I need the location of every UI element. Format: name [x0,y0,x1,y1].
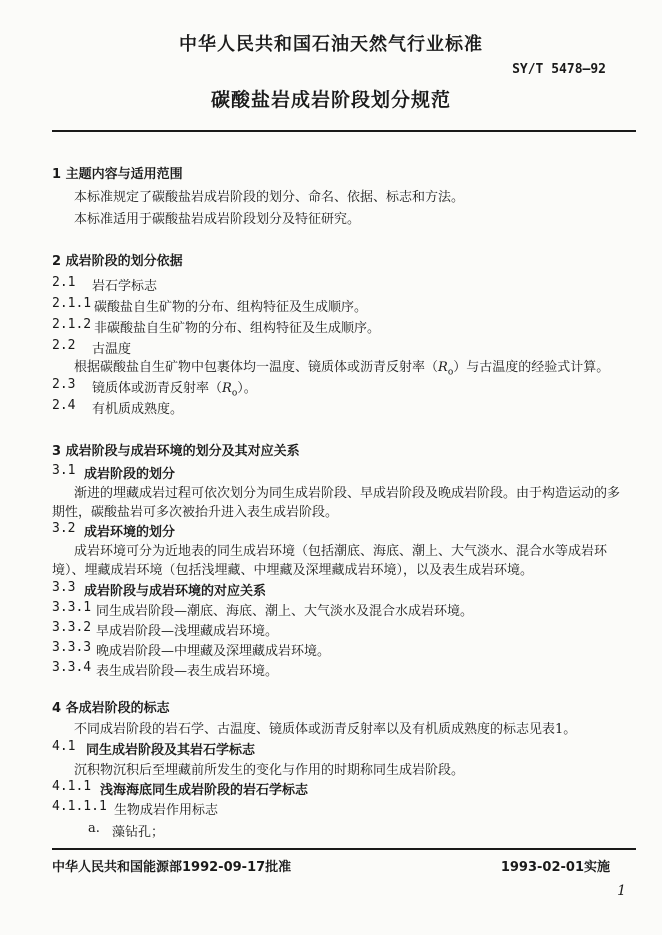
clause-4-1-1-1-number: 4.1.1.1 [52,799,107,814]
clause-4-1-1-1-text: 生物成岩作用标志 [114,803,219,818]
clause-2-1-2-number: 2.1.2 [52,317,92,332]
standard-organization-heading: 中华人民共和国石油天然气行业标准 [179,34,483,55]
document-title: 碳酸盐岩成岩阶段划分规范 [210,89,451,111]
clause-3-2-heading: 成岩环境的划分 [84,525,176,540]
clause-4-1-heading: 同生成岩阶段及其岩石学标志 [86,743,256,758]
clause-3-3-3-text: 晚成岩阶段—中埋藏及深埋藏成岩环境。 [96,644,331,659]
clause-4-1-1-number: 4.1.1 [52,779,92,794]
clause-2-1-2-text: 非碳酸盐自生矿物的分布、组构特征及生成顺序。 [94,321,381,336]
section-4-paragraph: 不同成岩阶段的岩石学、古温度、镜质体或沥青反射率以及有机质成熟度的标志见表1。 [74,722,577,737]
clause-3-3-number: 3.3 [52,580,76,595]
header-rule [52,130,636,132]
clause-2-4-number: 2.4 [52,398,76,413]
section-1-paragraph-1: 本标准规定了碳酸盐岩成岩阶段的划分、命名、依据、标志和方法。 [74,190,465,205]
implementation-date: 1993-02-01实施 [500,860,610,875]
clause-2-2-body: 根据碳酸盐自生矿物中包裹体均一温度、镜质体或沥青反射率$(R_o)$与古温度的经验式计算。 [74,360,610,378]
clause-2-2-text: 古温度 [92,342,132,357]
footer-rule [52,848,636,850]
clause-3-2-number: 3.2 [52,521,76,536]
section-2-heading: 2 成岩阶段的划分依据 [52,254,183,269]
clause-2-1-number: 2.1 [52,275,76,290]
clause-2-1-text: 岩石学标志 [92,279,158,294]
clause-2-3-number: 2.3 [52,377,76,392]
clause-2-3-text: 镜质体或沥青反射率$(R_o)$。 [92,381,257,399]
list-item-a-text: 藻钻孔； [112,825,165,840]
clause-3-3-3-number: 3.3.3 [52,640,92,655]
clause-3-2-line-2: 境）、埋藏成岩环境（包括浅埋藏、中埋藏及深埋藏成岩环境），以及表生成岩环境。 [52,563,534,578]
clause-2-4-text: 有机质成熟度。 [92,402,184,417]
clause-3-3-1-number: 3.3.1 [52,600,92,615]
clause-3-1-number: 3.1 [52,463,76,478]
clause-3-3-4-text: 表生成岩阶段—表生成岩环境。 [96,664,279,679]
clause-3-1-line-1: 渐进的埋藏成岩过程可依次划分为同生成岩阶段、早成岩阶段及晚成岩阶段。由于构造运动的多 [74,486,621,501]
clause-3-1-line-2: 期性，碳酸盐岩可多次被抬升进入表生成岩阶段。 [52,505,339,520]
approval-note: 中华人民共和国能源部1992-09-17批准 [52,860,292,875]
clause-3-2-line-1: 成岩环境可分为近地表的同生成岩环境（包括潮底、海底、潮上、大气淡水、混合水等成岩环 [74,544,608,559]
clause-2-1-1-text: 碳酸盐自生矿物的分布、组构特征及生成顺序。 [94,300,368,315]
clause-3-1-heading: 成岩阶段的划分 [84,467,176,482]
clause-3-3-heading: 成岩阶段与成岩环境的对应关系 [84,584,267,599]
standard-code: SY/T 5478—92 [512,62,606,77]
clause-4-1-1-heading: 浅海海底同生成岩阶段的岩石学标志 [100,783,309,798]
clause-4-1-body: 沉积物沉积后至埋藏前所发生的变化与作用的时期称同生成岩阶段。 [74,763,465,778]
page-number: 1 [617,883,626,899]
section-4-heading: 4 各成岩阶段的标志 [52,701,170,716]
clause-3-3-2-number: 3.3.2 [52,620,92,635]
clause-3-3-1-text: 同生成岩阶段—潮底、海底、潮上、大气淡水及混合水成岩环境。 [96,604,474,619]
section-1-paragraph-2: 本标准适用于碳酸盐岩成岩阶段划分及特征研究。 [74,212,361,227]
clause-3-3-2-text: 早成岩阶段—浅埋藏成岩环境。 [96,624,279,639]
section-1-heading: 1 主题内容与适用范围 [52,167,183,182]
clause-2-1-1-number: 2.1.1 [52,296,92,311]
clause-3-3-4-number: 3.3.4 [52,660,92,675]
clause-2-2-number: 2.2 [52,338,76,353]
section-3-heading: 3 成岩阶段与成岩环境的划分及其对应关系 [52,444,300,459]
clause-4-1-number: 4.1 [52,739,76,754]
list-item-a-label: a. [88,821,100,836]
